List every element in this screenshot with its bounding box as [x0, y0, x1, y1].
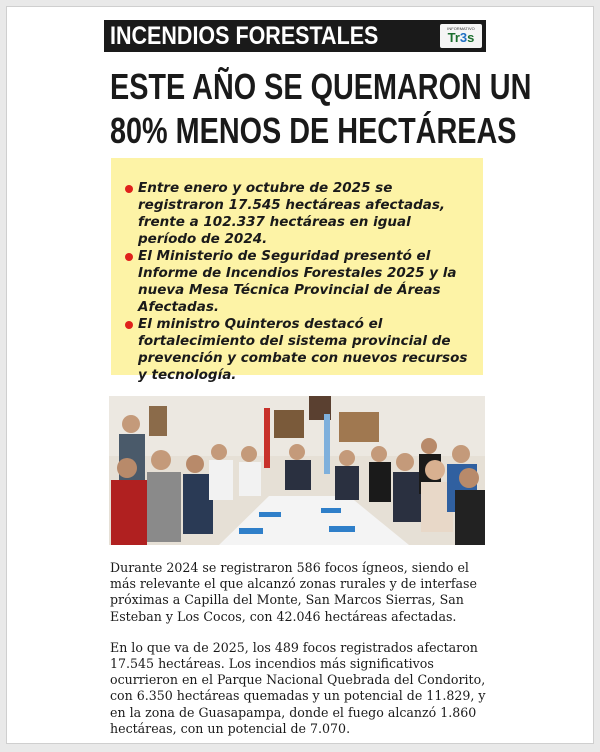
summary-bullet-text: Entre enero y octubre de 2025 se registraron 17.545 hectáreas afectadas, frente a 102.337 hectáreas en igual período de 2024. [138, 180, 446, 247]
brand-name-part3: s [467, 30, 475, 45]
bullet-dot-icon [125, 185, 133, 193]
meeting-photo [109, 396, 485, 545]
body-paragraph: Durante 2024 se registraron 586 focos ígneos, siendo el más relevante el que alcanzó zonas rurales y de interfase próximas a Capilla del Monte, San Marcos Sierras, San Esteban y Los Cocos, con 42.046 hectáreas afectadas. [110, 560, 477, 624]
summary-bullet [125, 180, 473, 248]
article-page [6, 6, 594, 744]
summary-bullet [125, 316, 473, 384]
body-paragraph: En lo que va de 2025, los 489 focos registrados afectaron 17.545 hectáreas. Los incendios más significativos ocurrieron en el Parque Nacional Quebrada del Condorito, con 6.350 hectáreas quemadas y un potencial de 11.829, y en la zona de Guasapampa, donde el fuego alcanzó 1.860 hectáreas, con un potencial de 7.070. [110, 639, 486, 736]
headline-line-2: 80% MENOS DE HECTÁREAS [110, 110, 517, 151]
bullet-dot-icon [125, 253, 133, 261]
brand-name-part2: 3 [459, 30, 468, 45]
summary-bullet-text: El Ministerio de Seguridad presentó el Informe de Incendios Forestales 2025 y la nueva Mesa Técnica Provincial de Áreas Afectadas. [138, 248, 457, 315]
brand-logo [440, 24, 482, 48]
section-header [104, 20, 486, 52]
brand-name [448, 31, 475, 45]
summary-bullet [125, 248, 473, 316]
section-label: INCENDIOS FORESTALES [110, 21, 379, 50]
summary-bullet-text: El ministro Quinteros destacó el fortalecimiento del sistema provincial de prevención y combate con nuevos recursos y tecnología. [138, 316, 468, 383]
brand-top-text: INFORMATIVO [447, 26, 475, 31]
brand-name-part1: Tr [447, 30, 460, 45]
article-body [110, 560, 490, 752]
headline-line-1: ESTE AÑO SE QUEMARON UN [110, 66, 532, 107]
bullet-dot-icon [125, 321, 133, 329]
meeting-photo-illustration [109, 396, 485, 545]
headline [110, 65, 532, 153]
summary-box [111, 158, 483, 383]
